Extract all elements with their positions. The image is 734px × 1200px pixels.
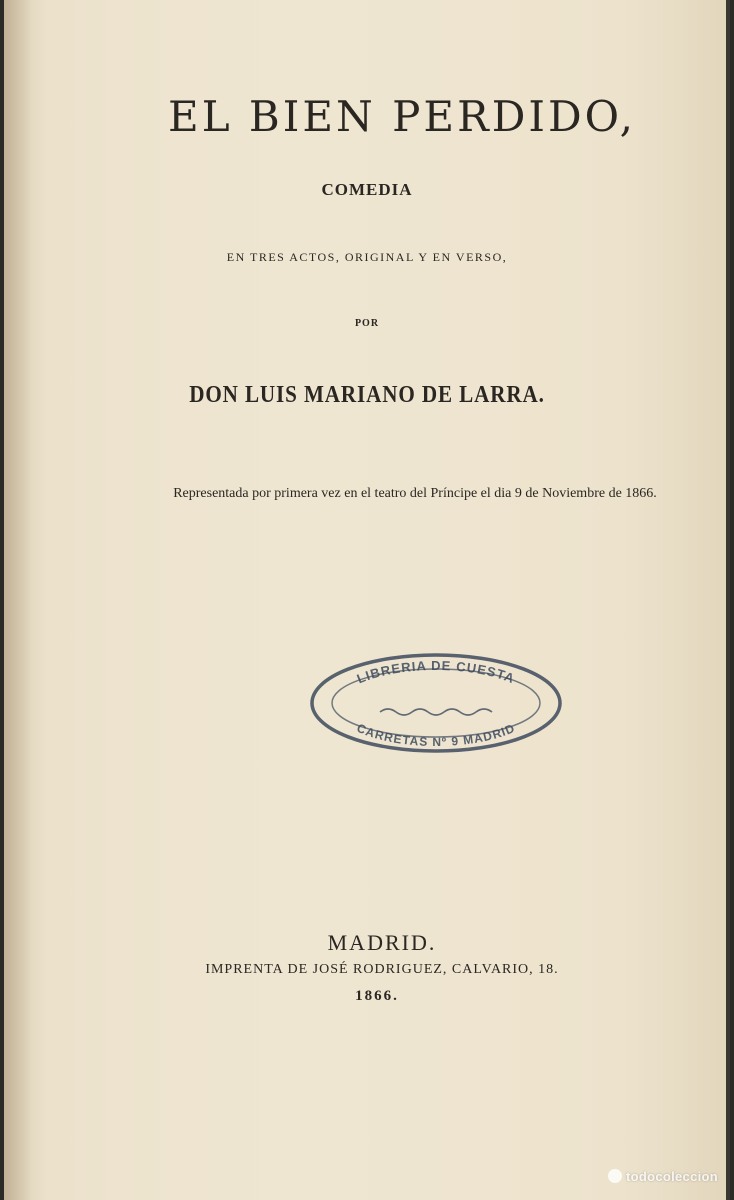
title-page bbox=[4, 0, 730, 1200]
library-stamp bbox=[308, 650, 564, 756]
watermark-logo-icon bbox=[608, 1169, 622, 1183]
stamp-bottom-text: CARRETAS Nº 9 MADRID bbox=[354, 720, 518, 750]
author-name: DON LUIS MARIANO DE LARRA. bbox=[189, 382, 545, 408]
site-watermark bbox=[608, 1169, 718, 1184]
stamp-top-text: LIBRERIA DE CUESTA bbox=[354, 657, 518, 687]
svg-text:LIBRERIA DE CUESTA bbox=[355, 658, 518, 686]
description-line: EN TRES ACTOS, ORIGINAL Y EN VERSO, bbox=[226, 250, 508, 264]
imprint-year: 1866. bbox=[355, 988, 399, 1004]
imprint-printer: IMPRENTA DE JOSÉ RODRIGUEZ, CALVARIO, 18. bbox=[205, 962, 559, 977]
watermark-text: todocoleccion bbox=[625, 1169, 718, 1184]
genre-label: COMEDIA bbox=[321, 180, 413, 199]
imprint-city: MADRID. bbox=[327, 930, 437, 955]
book-title: EL BIEN PERDIDO, bbox=[168, 92, 636, 141]
by-label: POR bbox=[354, 318, 380, 329]
premiere-note: Representada por primera vez en el teatro del Príncipe el dia 9 de Noviembre de 1866. bbox=[173, 486, 657, 501]
